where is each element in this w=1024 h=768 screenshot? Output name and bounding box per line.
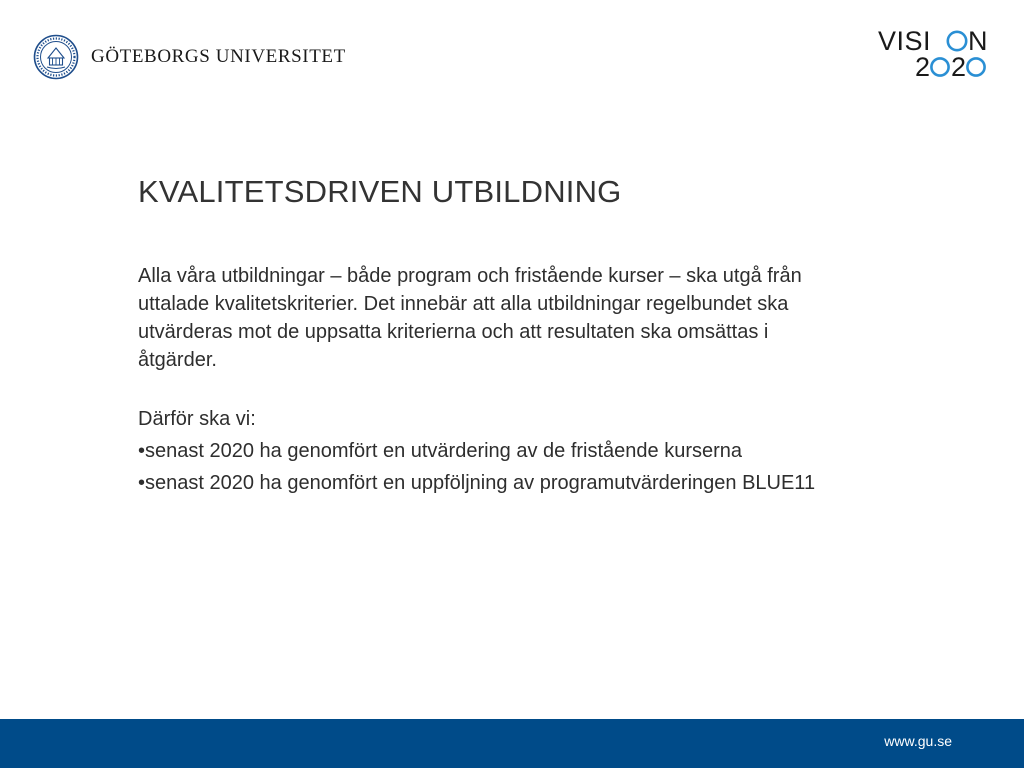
slide-body (138, 262, 878, 501)
university-name: GÖTEBORGS UNIVERSITET (91, 46, 346, 67)
slide-title: KVALITETSDRIVEN UTBILDNING (138, 174, 622, 209)
svg-text:2: 2 (915, 52, 931, 80)
website-link[interactable]: www.gu.se (884, 733, 952, 749)
university-seal-icon (33, 34, 79, 80)
bullet-item: •senast 2020 ha genomfört en uppföljning av programutvärderingen BLUE11 (138, 472, 816, 494)
lead-text: Därför ska vi: (138, 408, 256, 430)
vision-2020-logo (878, 26, 1000, 80)
svg-text:VISI: VISI (878, 26, 932, 56)
footer-bar (0, 719, 1024, 768)
intro-paragraph: Alla våra utbildningar – både program och fristående kurser – ska utgå från uttalade kvalitetskriterier. Det innebär att alla utbildningar regelbundet ska utvärderas mot de uppsatta kriterierna och att resultaten ska omsättas i åtgärder. (138, 265, 802, 371)
svg-text:N: N (968, 26, 988, 56)
svg-text:2: 2 (951, 52, 967, 80)
university-logo (33, 34, 346, 80)
bullet-item: •senast 2020 ha genomfört en utvärdering av de fristående kurserna (138, 440, 743, 462)
